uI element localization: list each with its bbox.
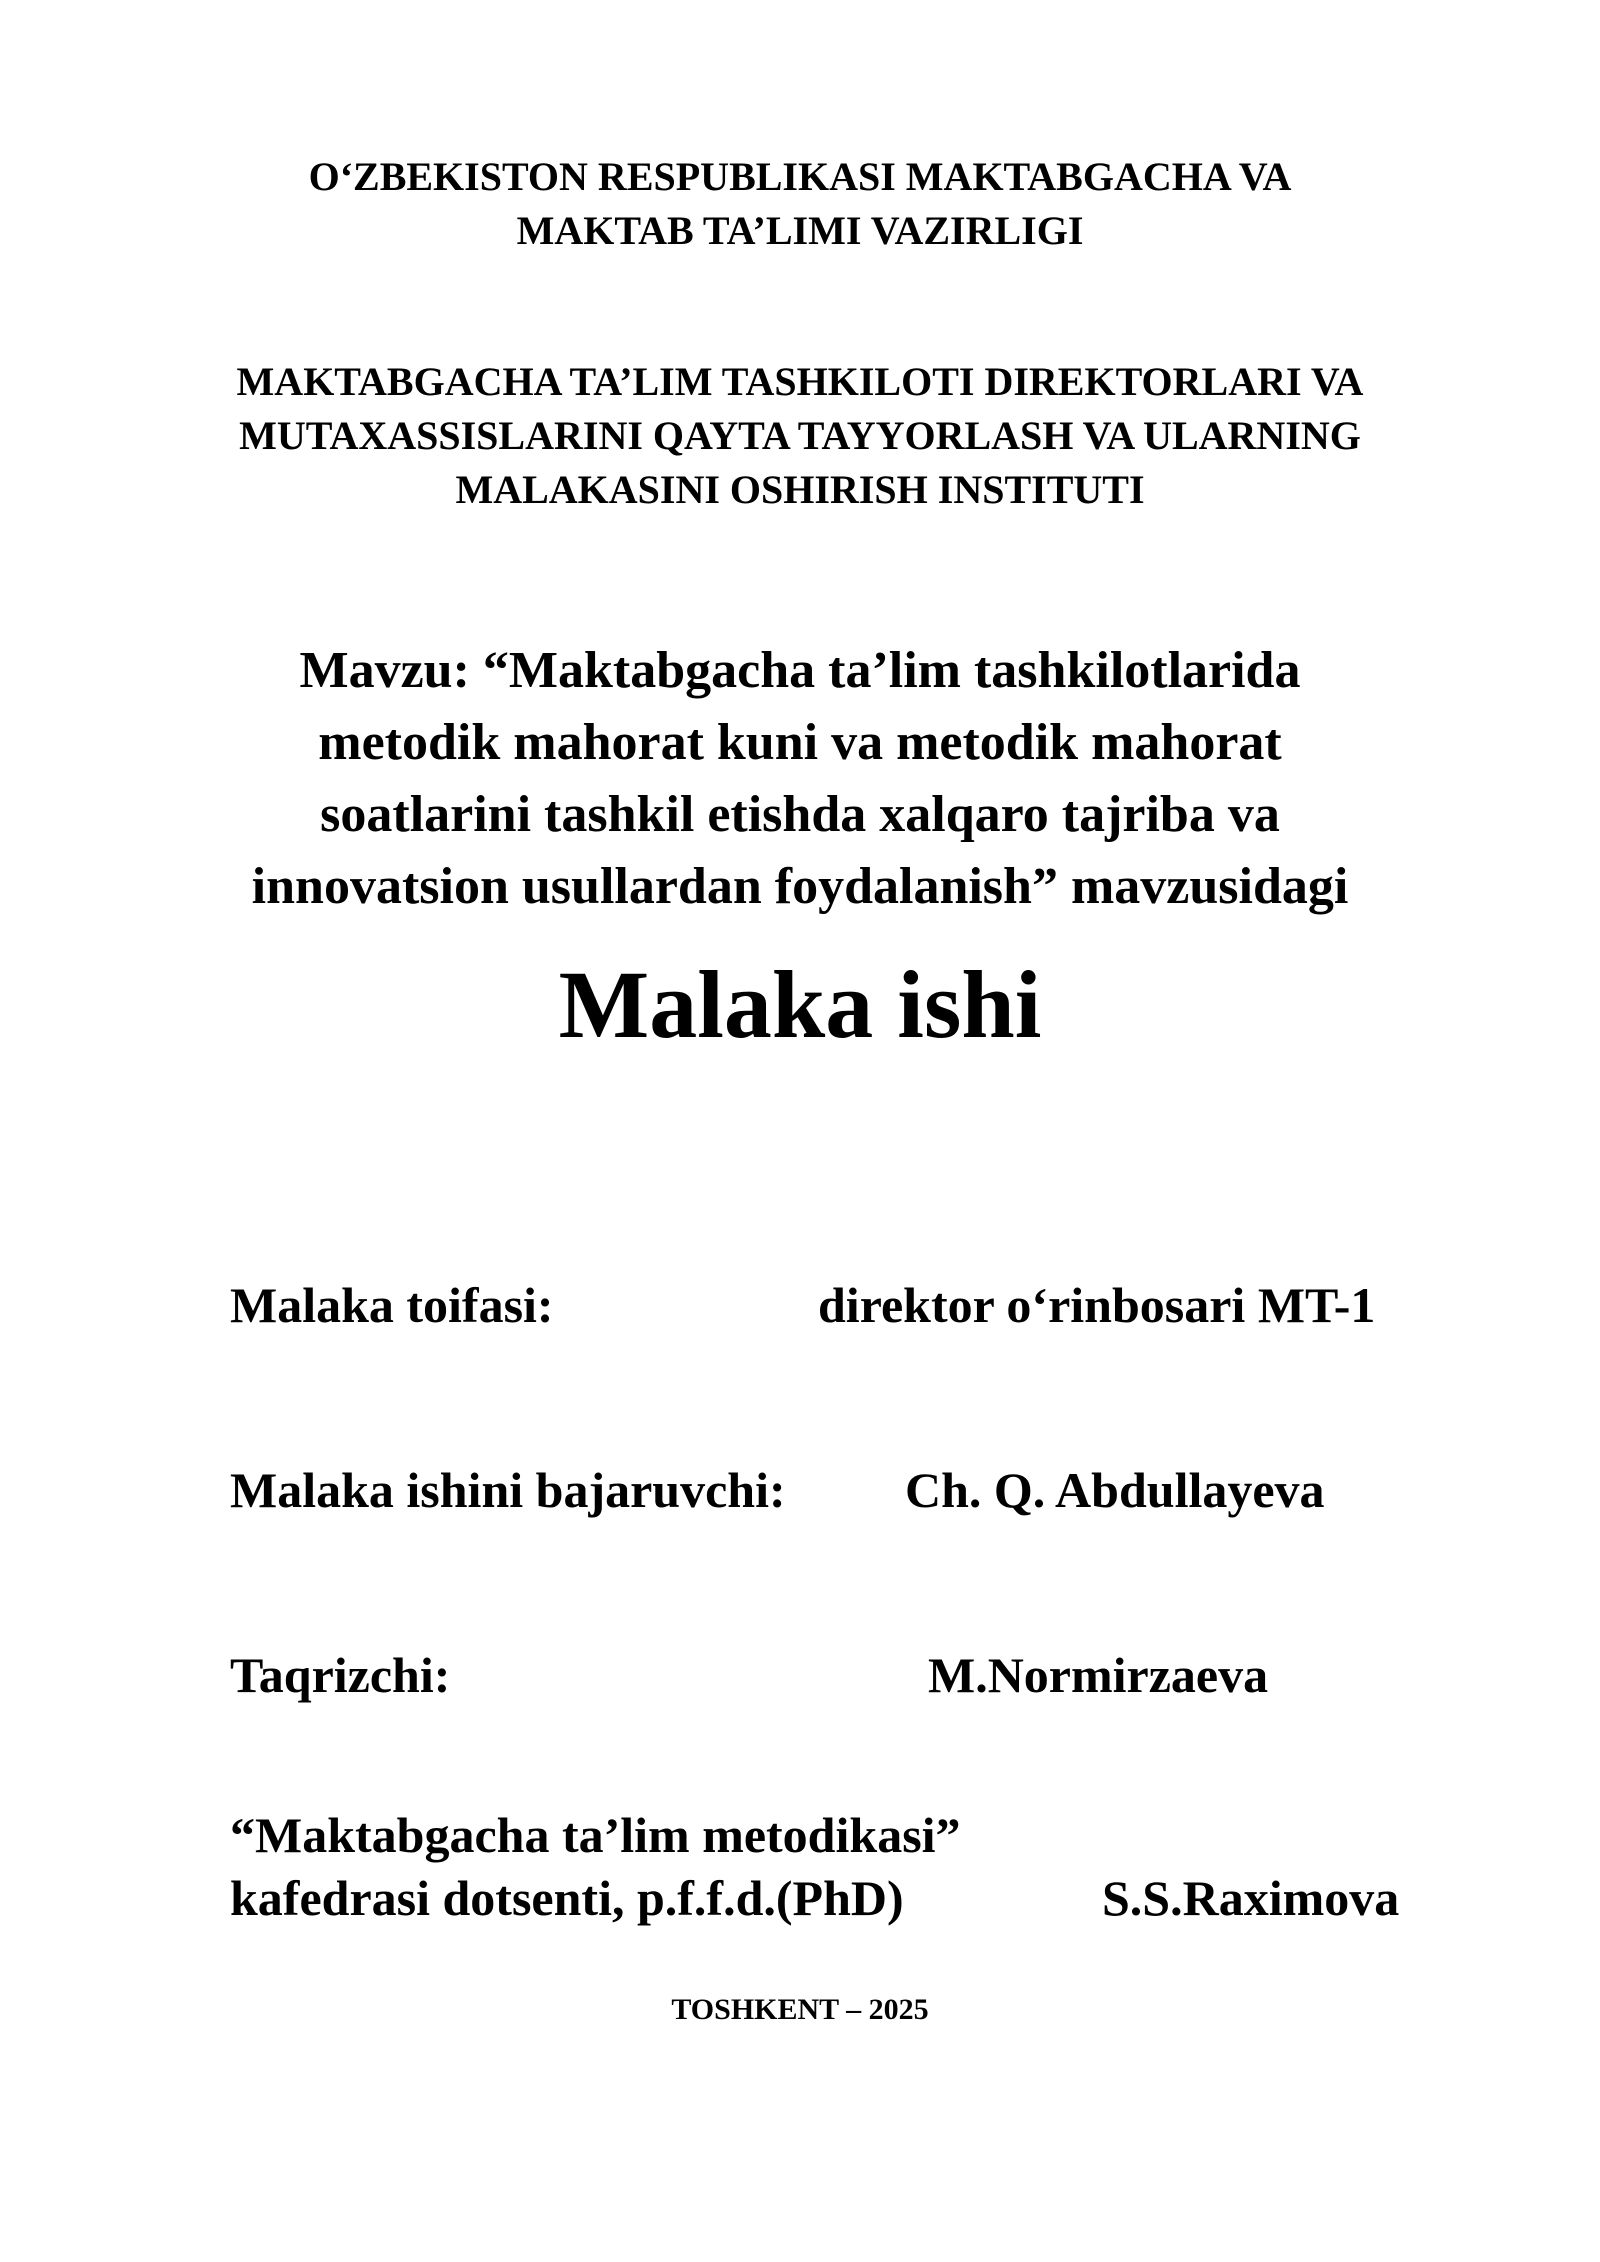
reviewer-value: M.Normirzaeva xyxy=(928,1647,1269,1703)
category-value: direktor o‘rinbosari MT-1 xyxy=(818,1277,1376,1333)
institute-heading xyxy=(0,355,1600,517)
supervisor-label-line-2: kafedrasi dotsenti, p.f.f.d.(PhD) xyxy=(230,1870,904,1926)
work-title: Malaka ishi xyxy=(558,951,1042,1058)
author-label: Malaka ishini bajaruvchi: xyxy=(230,1462,786,1518)
topic-heading xyxy=(0,635,1600,923)
topic-line-1: Mavzu: “Maktabgacha ta’lim tashkilotlarida xyxy=(299,642,1301,699)
topic-line-4: innovatsion usullardan foydalanish” mavzusidagi xyxy=(251,858,1349,915)
author-value: Ch. Q. Abdullayeva xyxy=(905,1462,1325,1518)
institute-line-1: MAKTABGACHA TA’LIM TASHKILOTI DIREKTORLARI VA xyxy=(236,359,1364,404)
topic-line-3: soatlarini tashkil etishda xalqaro tajriba va xyxy=(320,786,1280,843)
city-year: TOSHKENT – 2025 xyxy=(671,1993,929,2026)
category-label: Malaka toifasi: xyxy=(230,1277,554,1333)
topic-line-2: metodik mahorat kuni va metodik mahorat xyxy=(318,714,1282,771)
institute-line-2: MUTAXASSISLARINI QAYTA TAYYORLASH VA ULARNING xyxy=(239,413,1361,458)
institute-line-3: MALAKASINI OSHIRISH INSTITUTI xyxy=(455,467,1145,512)
ministry-line-2: MAKTAB TA’LIMI VAZIRLIGI xyxy=(516,208,1084,253)
supervisor-label-line-1: “Maktabgacha ta’lim metodikasi” xyxy=(230,1807,961,1863)
ministry-heading xyxy=(0,150,1600,258)
ministry-line-1: O‘ZBEKISTON RESPUBLIKASI MAKTABGACHA VA xyxy=(308,154,1292,199)
reviewer-label: Taqrizchi: xyxy=(230,1647,451,1703)
supervisor-value: S.S.Raximova xyxy=(1102,1870,1400,1926)
